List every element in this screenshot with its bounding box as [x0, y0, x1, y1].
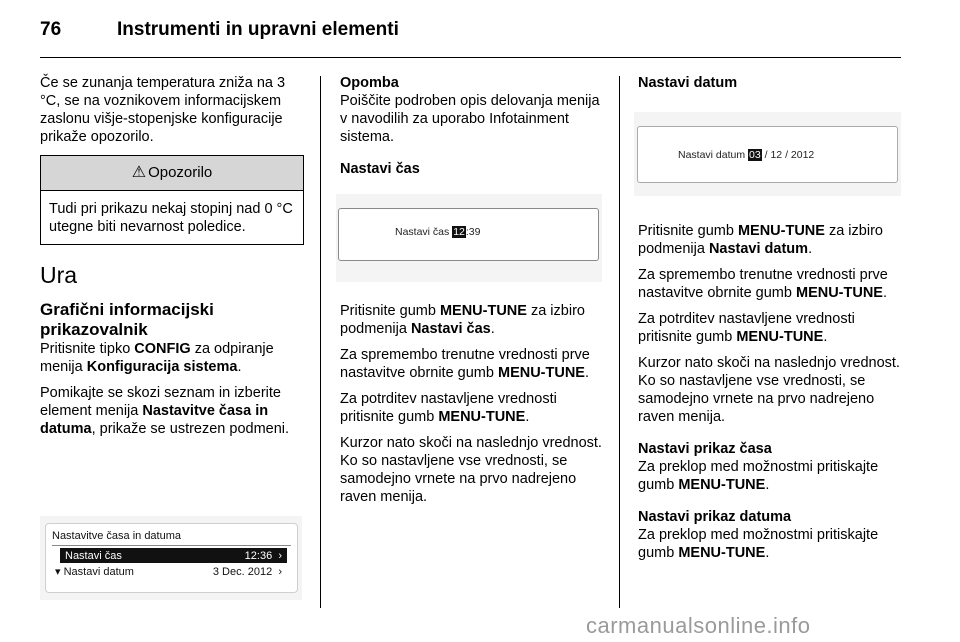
column-3: [638, 74, 901, 92]
column-2: [340, 74, 602, 178]
page-number: 76: [40, 19, 62, 40]
display-screen: [637, 126, 898, 183]
warning-title: Opozorilo: [148, 164, 213, 181]
cursor-paragraph: Kurzor nato skoči na naslednjo vrednost. Ko so nastavljene vse vrednosti, se samodejno vrnete na prvo nadrejeno raven menija.: [638, 355, 900, 425]
confirm-value-paragraph: Za potrditev nastavljene vrednosti pritisnite gumb MENU-TUNE.: [638, 311, 855, 345]
row1-value: 12:36: [244, 549, 273, 562]
change-value-paragraph: Za spremembo trenutne vrednosti prve nastavitve obrnite gumb MENU-TUNE.: [340, 347, 590, 381]
menu-row-set-date: [50, 564, 287, 579]
note-title: Opomba: [340, 75, 399, 91]
scroll-paragraph: Pomikajte se skozi seznam in izberite element menija Nastavitve časa in datuma, prikaže se ustrezen podmeni.: [40, 385, 290, 437]
set-date-heading: Nastavi datum: [638, 75, 738, 91]
column-divider-2: [619, 76, 620, 608]
config-paragraph: Pritisnite tipko CONFIG za odpiranje menija Konfiguracija sistema.: [40, 341, 274, 375]
time-date-menu-display: [40, 516, 302, 600]
column-2-body: [340, 302, 602, 514]
watermark: carmanualsonline.info: [586, 613, 811, 638]
row2-label: Nastavi datum: [63, 566, 134, 578]
subsection-title: Grafični informacijski prikazovalnik: [40, 300, 214, 339]
arrow-down-icon: ▾: [55, 566, 61, 578]
row2-value: 3 Dec. 2012: [212, 565, 273, 578]
column-divider-1: [320, 76, 321, 608]
note-text: Poiščite podroben opis delovanja menija v navodilih za uporabo Infotainment sistema.: [340, 93, 600, 145]
display-screen: [45, 523, 298, 593]
display-highlight: 03: [749, 149, 761, 161]
menu-tune-select-paragraph: Pritisnite gumb MENU-TUNE za izbiro podmenija Nastavi čas.: [340, 303, 585, 337]
set-time-display: [336, 194, 602, 282]
display-title: Nastavitve časa in datuma: [52, 530, 182, 542]
display-label: Nastavi čas: [395, 226, 450, 238]
date-display-paragraph: Za preklop med možnostmi pritiskajte gumb MENU-TUNE.: [638, 527, 879, 561]
display-label: Nastavi datum: [678, 149, 749, 161]
display-screen: [338, 208, 599, 261]
menu-tune-select-paragraph: Pritisnite gumb MENU-TUNE za izbiro podmenija Nastavi datum.: [638, 223, 883, 257]
warning-text: Tudi pri prikazu nekaj stopinj nad 0 °C utegne biti nevarnost poledice.: [49, 201, 293, 235]
set-date-display: [634, 112, 901, 196]
section-title: Ura: [40, 262, 78, 288]
chapter-title: Instrumenti in upravni elementi: [117, 19, 399, 40]
row1-label: Nastavi čas: [65, 549, 122, 562]
display-divider: [52, 545, 291, 546]
cursor-paragraph: Kurzor nato skoči na naslednjo vrednost. Ko so nastavljene vse vrednosti, se samodejno vrnete na prvo nadrejeno raven menija.: [340, 435, 602, 505]
warning-triangle-icon: ⚠: [131, 164, 147, 181]
confirm-value-paragraph: Za potrditev nastavljene vrednosti pritisnite gumb MENU-TUNE.: [340, 391, 557, 425]
warning-header: [41, 156, 303, 191]
column-1: [40, 74, 304, 446]
chevron-right-icon: ›: [278, 549, 282, 562]
time-display-paragraph: Za preklop med možnostmi pritiskajte gumb MENU-TUNE.: [638, 459, 879, 493]
change-value-paragraph: Za spremembo trenutne vrednosti prve nastavitve obrnite gumb MENU-TUNE.: [638, 267, 888, 301]
column-3-body: [638, 222, 901, 570]
intro-paragraph: Če se zunanja temperatura zniža na 3 °C, se na voznikovem informacijskem zaslonu višje-stopenjske konfiguracije prikaže opozorilo.: [40, 75, 286, 145]
display-highlight: 12: [453, 226, 465, 238]
display-rest: :39: [465, 226, 481, 238]
date-display-heading: Nastavi prikaz datuma: [638, 509, 792, 525]
warning-box: [40, 155, 304, 245]
menu-row-set-time: [60, 548, 287, 563]
time-display-heading: Nastavi prikaz časa: [638, 441, 772, 457]
header-rule: [40, 57, 901, 58]
chevron-right-icon: ›: [278, 565, 282, 578]
display-rest: / 12 / 2012: [761, 149, 815, 161]
set-time-heading: Nastavi čas: [340, 161, 420, 177]
